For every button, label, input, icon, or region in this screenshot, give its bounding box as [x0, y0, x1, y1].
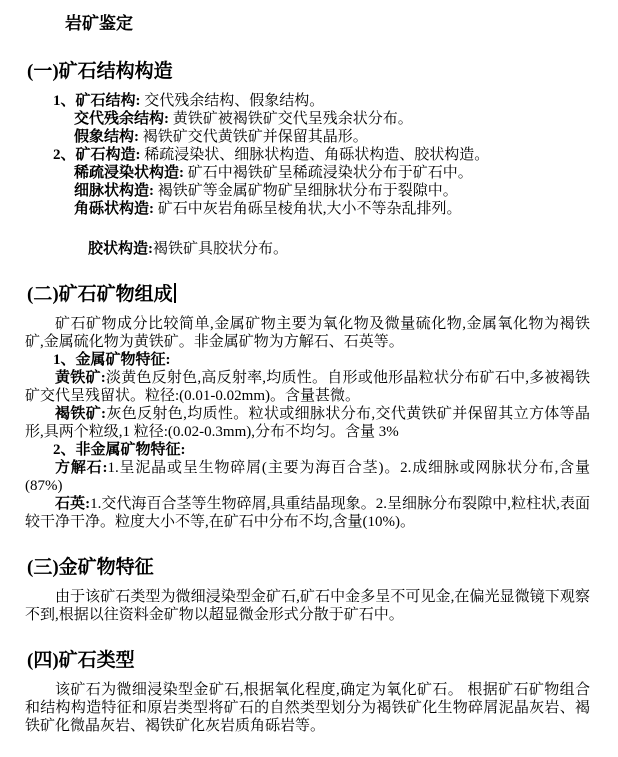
mineral-text: 1.交代海百合茎等生物碎屑,具重结晶现象。2.呈细脉分布裂隙中,粒柱状,表面较干净干净。粒度大小不等,在矿石中分布不均,含量(10%)。 [25, 496, 590, 530]
mineral-text: 1.呈泥晶或呈生物碎屑(主要为海百合茎)。2.成细脉或网脉状分布,含量(87%) [25, 460, 590, 494]
section-4-paragraph: 该矿石为微细浸染型金矿石,根据氧化程度,确定为氧化矿石。 根据矿石矿物组合和结构构造特征和原岩类型将矿石的自然类型划分为褐铁矿化生物碎屑泥晶灰岩、褐铁矿化微晶灰岩、褐铁矿化灰岩质角砾岩等。 [25, 682, 590, 734]
mineral-text: 灰色反射色,均质性。粒状或细脉状分布,交代黄铁矿并保留其立方体等晶形,具两个粒级,1 粒径:(0.02-0.3mm),分布不均匀。含量 3% [25, 406, 590, 440]
mineral-label: 黄铁矿: [55, 370, 106, 386]
list-item [25, 164, 590, 182]
section-heading-3: (三)金矿物特征 [27, 557, 154, 578]
item-label: 1、矿石结构: [53, 93, 141, 109]
mineral-paragraph [25, 459, 590, 495]
list-item [25, 146, 590, 164]
mineral-paragraph [25, 369, 590, 405]
mineral-label: 石英: [55, 496, 91, 512]
item-text: 交代残余结构、假象结构。 [140, 93, 325, 109]
list-item [25, 182, 590, 200]
item-text: 黄铁矿被褐铁矿交代呈残余状分布。 [169, 111, 413, 127]
section-2-intro: 矿石矿物成分比较简单,金属矿物主要为氧化物及微量硫化物,金属氧化物为褐铁矿,金属硫化物为黄铁矿。非金属矿物为方解石、石英等。 [25, 316, 590, 350]
list-item [25, 110, 590, 128]
subheading-metal-minerals: 1、金属矿物特征: [53, 352, 171, 368]
subheading-nonmetal-minerals: 2、非金属矿物特征: [53, 442, 186, 458]
item-label: 细脉状构造: [74, 183, 154, 199]
item-text: 矿石中褐铁矿呈稀疏浸染状分布于矿石中。 [184, 165, 473, 181]
item-text: 褐铁矿具胶状分布。 [153, 241, 289, 257]
item-text: 稀疏浸染状、细脉状构造、角砾状构造、胶状构造。 [140, 147, 490, 163]
page-title: 岩矿鉴定 [65, 14, 133, 33]
list-item [25, 128, 590, 146]
mineral-paragraph [25, 495, 590, 531]
item-label: 胶状构造: [88, 241, 153, 257]
item-label: 2、矿石构造: [53, 147, 141, 163]
item-label: 交代残余结构: [74, 111, 169, 127]
item-label: 假象结构: [74, 129, 139, 145]
mineral-label: 褐铁矿: [55, 406, 107, 422]
item-text: 褐铁矿等金属矿物矿呈细脉状分布于裂隙中。 [154, 183, 458, 199]
text-caret [174, 283, 176, 303]
mineral-paragraph [25, 405, 590, 441]
section-heading-4: (四)矿石类型 [27, 650, 135, 671]
mineral-label: 方解石: [55, 460, 108, 476]
section-heading-2 [27, 282, 590, 307]
list-item [25, 200, 590, 218]
item-label: 稀疏浸染状构造: [74, 165, 184, 181]
item-text: 矿石中灰岩角砾呈棱角状,大小不等杂乱排列。 [154, 201, 462, 217]
list-item [25, 240, 590, 258]
item-label: 角砾状构造: [74, 201, 154, 217]
mineral-text: 淡黄色反射色,高反射率,均质性。自形或他形晶粒状分布矿石中,多被褐铁矿交代呈残留状。粒径:(0.01-0.02mm)。含量甚微。 [25, 370, 590, 404]
item-text: 褐铁矿交代黄铁矿并保留其晶形。 [139, 129, 368, 145]
section-heading-1: (一)矿石结构构造 [27, 61, 173, 82]
list-item [25, 92, 590, 110]
section-3-paragraph: 由于该矿石类型为微细浸染型金矿石,矿石中金多呈不可见金,在偏光显微镜下观察不到,根据以往资料金矿物以超显微金形式分散于矿石中。 [25, 589, 590, 623]
section-heading-2-text: (二)矿石矿物组成 [27, 284, 173, 305]
